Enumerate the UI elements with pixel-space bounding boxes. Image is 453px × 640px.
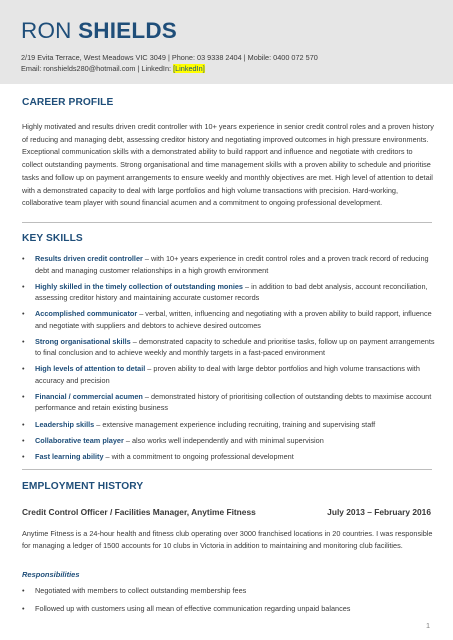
key-skill-item — [22, 391, 436, 414]
responsibility-text: Followed up with customers using all mean of effective communication regarding unpaid balances — [35, 603, 351, 613]
bullet-icon: • — [22, 586, 25, 595]
bullet-icon: • — [22, 603, 25, 613]
skill-name: Results driven credit controller — [35, 254, 143, 263]
bullet-icon: • — [22, 419, 25, 429]
bullet-icon: • — [22, 391, 25, 401]
skill-name: Leadership skills — [35, 419, 95, 429]
skill-description: – in addition to bad debt analysis, account reconciliation, assessing creditor history and maintaining accurate customer records — [35, 281, 428, 303]
key-skill-item — [22, 435, 436, 447]
company-description: Anytime Fitness is a 24-hour health and fitness club operating over 3000 franchised locations in 20 countries. I was responsible for managing a ledger of 1500 accounts for 10 clubs in Victoria in addition to maintaining and monitoring club facilities. — [22, 529, 433, 550]
responsibilities-list — [22, 585, 436, 621]
contact-address-phone: 2/19 Evita Terrace, West Meadows VIC 3049 | Phone: 03 9338 2404 | Mobile: 0400 072 570 — [21, 53, 318, 62]
bullet-icon: • — [22, 364, 25, 374]
bullet-icon: • — [22, 309, 25, 319]
career-profile-text: Highly motivated and results driven credit controller with 10+ years experience in senior credit control roles and a proven history of reducing and managing debt, assessing creditor history and negotiating improved outcomes in high pressure environments. Exceptional communication skills with a demonstrated ability to build rapport and influence and negotiate with creditors to collect outstanding payments. Strong organisational and time management skills with a proven ability to schedule and prioritise tasks and follow up on payment arrangements to ensure weekly and monthly objectives are met. High level of attention to detail with a demonstrated capacity to deal with large portfolios and high volume transactions with precision. Hard-working, collaborative team player with sound financial acumen and a commitment to ongoing professional development. — [22, 122, 434, 208]
key-skill-item — [22, 336, 436, 359]
skill-name: Accomplished communicator — [35, 309, 138, 319]
skill-name: Strong organisational skills — [35, 336, 131, 346]
job-dates: July 2013 – February 2016 — [327, 507, 431, 517]
section-divider — [22, 469, 432, 470]
skill-description: – proven ability to deal with large debtor portfolios and high volume transactions with accuracy and precision — [35, 364, 420, 385]
candidate-name — [21, 18, 177, 44]
skill-name: Collaborative team player — [35, 435, 124, 445]
skill-name: Financial / commercial acumen — [35, 391, 143, 401]
last-name: SHIELDS — [78, 18, 177, 43]
skill-description: – verbal, written, influencing and negotiating with a proven ability to build rapport, influence and negotiate with suppliers and debtors to achieve desired outcomes — [35, 309, 432, 330]
bullet-icon: • — [22, 281, 25, 291]
career-profile-heading: CAREER PROFILE — [22, 97, 114, 108]
resume-header — [0, 0, 453, 84]
skill-description: – with 10+ years experience in credit control roles and a proven track record of reducing debt and managing customer relationships in a high growth environment — [35, 254, 429, 275]
key-skill-item — [22, 419, 436, 431]
bullet-icon: • — [22, 435, 25, 445]
skill-name: Fast learning ability — [35, 451, 104, 461]
responsibilities-heading: Responsibilities — [22, 570, 80, 579]
contact-email: Email: ronshields280@hotmail.com | LinkedIn: — [21, 64, 174, 73]
skill-name: Highly skilled in the timely collection of outstanding monies — [35, 281, 243, 291]
key-skills-heading: KEY SKILLS — [22, 233, 83, 244]
key-skill-item — [22, 281, 436, 304]
skill-description: – demonstrated history of prioritising collection of outstanding debts to maximise account performance and retain existing business — [35, 391, 432, 413]
key-skill-item — [22, 363, 436, 386]
key-skill-item — [22, 308, 436, 331]
linkedin-link[interactable]: [LinkedIn] — [173, 64, 205, 73]
responsibility-text: Negotiated with members to collect outstanding membership fees — [35, 586, 247, 595]
skill-description: – extensive management experience including recruiting, training and supervising staff — [94, 419, 376, 429]
contact-email-linkedin — [21, 63, 318, 74]
responsibility-item — [22, 585, 436, 597]
section-divider — [22, 222, 432, 223]
key-skill-item — [22, 451, 436, 463]
skill-name: High levels of attention to detail — [35, 364, 146, 374]
key-skills-list — [22, 253, 436, 467]
page-number: 1 — [425, 621, 430, 630]
bullet-icon: • — [22, 336, 25, 346]
skill-description: – demonstrated capacity to schedule and prioritise tasks, follow up on payment arrangements to final conclusion and to achieve weekly and monthly targets in a fast-paced environment — [35, 336, 435, 358]
employment-history-heading: EMPLOYMENT HISTORY — [22, 481, 144, 492]
job-title: Credit Control Officer / Facilities Manager, Anytime Fitness — [22, 507, 256, 517]
contact-details — [21, 52, 318, 74]
first-name: RON — [21, 18, 72, 43]
skill-description: – with a commitment to ongoing professional development — [103, 451, 294, 461]
responsibility-item — [22, 603, 436, 615]
skill-description: – also works well independently and with minimal supervision — [123, 435, 324, 445]
bullet-icon: • — [22, 451, 25, 461]
bullet-icon: • — [22, 254, 25, 263]
key-skill-item — [22, 253, 436, 276]
